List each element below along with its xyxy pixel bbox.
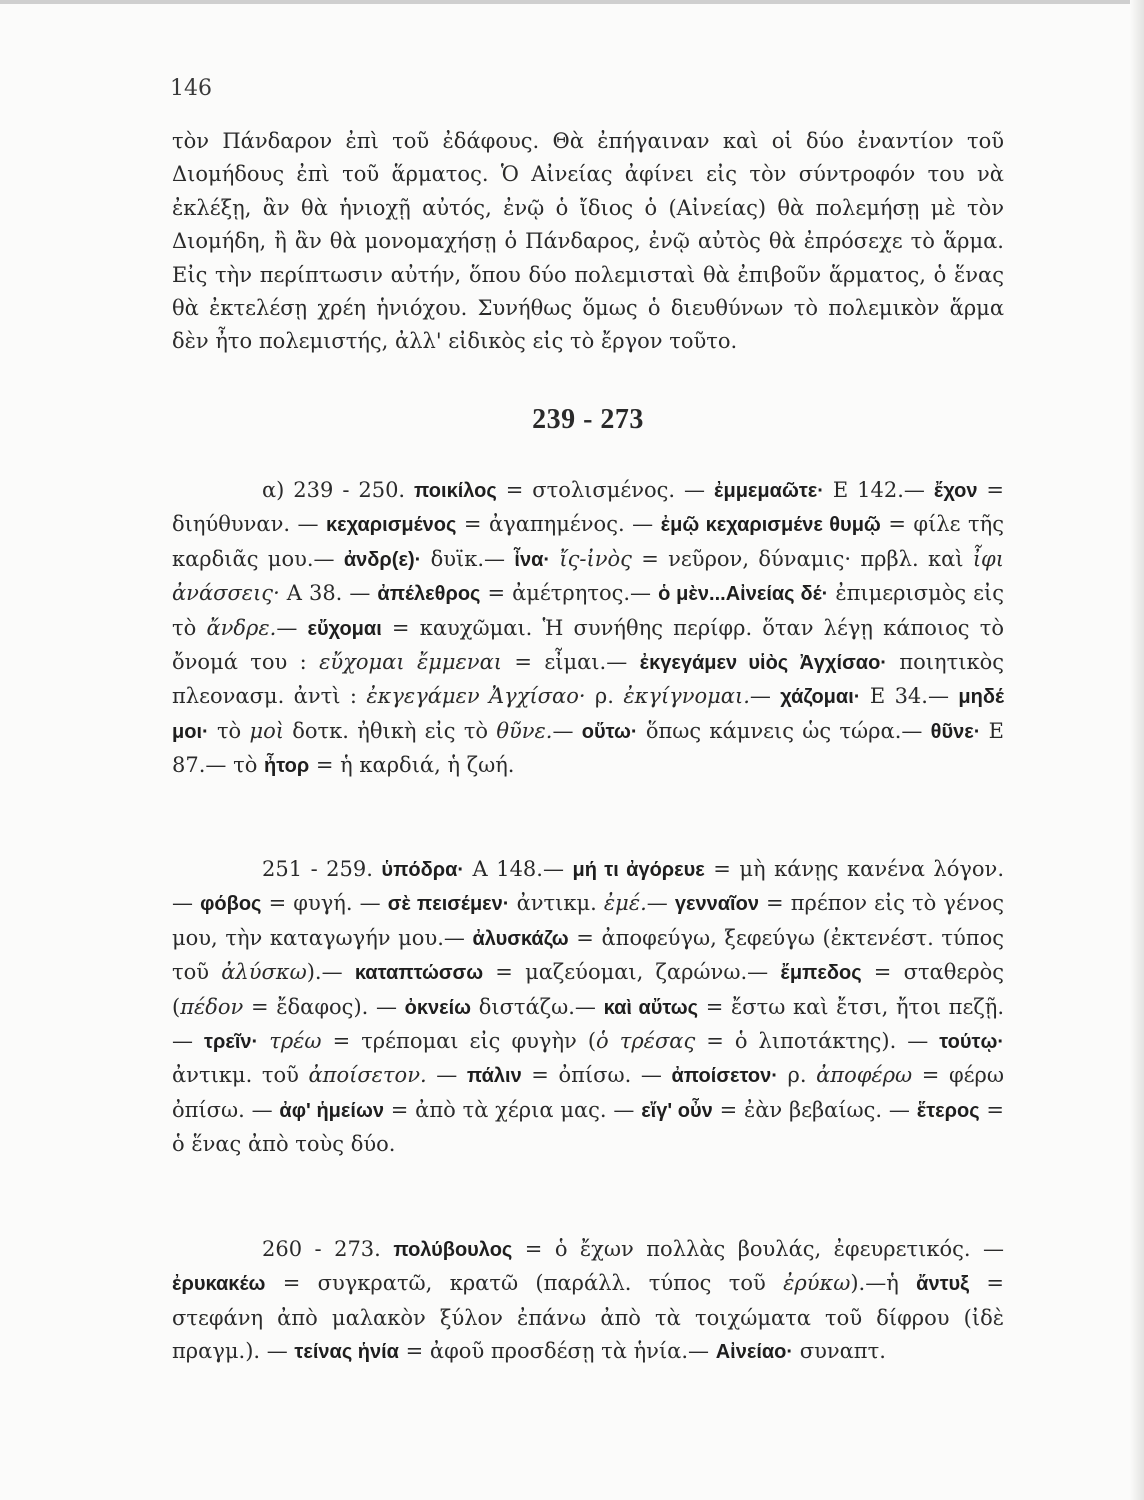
italic-term: ἀποφέρω xyxy=(816,1063,913,1088)
headword: καταπτώσσω xyxy=(354,962,484,985)
italic-term: ἀλύσκω xyxy=(221,960,307,985)
commentary-note: 251 - 259. ὑπόδρα· Α 148.— μή τι ἀγόρευε = μὴ κάνῃς κανένα λόγον. — φόβος = φυγή. — σὲ πεισέμεν· ἀντικμ. ἐμέ.— γενναῖον = πρέπον εἰς τὸ γένος μου, τὴν καταγωγήν μου.— ἀλυσκάζω = ἀποφεύγω, ξεφεύγω (ἐκτενέστ. τύπος τοῦ ἀλύσκω).— καταπτώσσω = μαζεύομαι, ζαρώνω.— ἔμπεδος = σταθερὸς (πέδον = ἔδαφος). — ὀκνείω διστάζω.— καὶ αὔτως = ἔστω καὶ ἔτσι, ἤτοι πεζῇ. — τρεῖν· τρέω = τρέπομαι εἰς φυγὴν (ὁ τρέσας = ὁ λιποτάκτης). — τούτῳ· ἀντικμ. τοῦ ἀποίσετον. — πάλιν = ὀπίσω. — ἀποίσετον· ρ. ἀποφέρω = φέρω ὀπίσω. — ἀφ' ἡμείων = ἀπὸ τὰ χέρια μας. — εἴγ' οὖν = ἐὰν βεβαίως. — ἕτερος = ὁ ἕνας ἀπὸ τοὺς δύο. xyxy=(172,857,1005,1157)
headword: μή τι ἀγόρευε xyxy=(572,859,705,881)
headword: τείνας ἡνία xyxy=(294,1341,399,1364)
italic-term: θῦνε. xyxy=(496,718,553,743)
headword: μηδέ μοι· xyxy=(172,686,1004,743)
italic-term: ἐρύκω xyxy=(783,1271,851,1296)
headword: ἕτερος xyxy=(916,1099,980,1122)
headword: ἐρυκακέω xyxy=(172,1273,266,1296)
headword: θῦνε· xyxy=(930,720,981,743)
headword: ἀποίσετον· xyxy=(671,1065,778,1088)
headword: ἶνα· xyxy=(514,548,551,571)
headword: πολύβουλος xyxy=(393,1239,513,1261)
italic-term: μοὶ xyxy=(249,718,284,743)
headword: χάζομαι· xyxy=(780,686,861,709)
headword: εὔχομαι xyxy=(307,617,382,640)
headword: τούτῳ· xyxy=(939,1031,1005,1054)
page-top-edge xyxy=(0,0,1144,4)
page-number: 146 xyxy=(170,76,212,101)
headword: ποικίλος xyxy=(414,480,497,502)
commentary-note: 260 - 273. πολύβουλος = ὁ ἔχων πολλὰς βουλάς, ἐφευρετικός. — ἐρυκακέω = συγκρατῶ, κρατῶ (παράλλ. τύπος τοῦ ἐρύκω).—ἡ ἄντυξ = στεφάνη ἀπὸ μαλακὸν ξύλον ἐπάνω ἀπὸ τὰ τοιχώματα τοῦ δίφρου (ἰδὲ πραγμ.). — τείνας ἡνία = ἀφοῦ προσδέσῃ τὰ ἡνία.— Αἰνείαο· συναπτ. xyxy=(172,1237,1005,1364)
headword: καὶ αὔτως xyxy=(603,996,699,1019)
headword: ἀφ' ἡμείων xyxy=(279,1099,384,1122)
italic-term: ὁ τρέσας xyxy=(596,1029,696,1054)
headword: ἐμμεμαῶτε· xyxy=(713,480,824,502)
headword: ἐμῷ κεχαρισμένε θυμῷ xyxy=(660,514,881,537)
headword: ἀλυσκάζω xyxy=(472,927,569,950)
commentary-note: α) 239 - 250. ποικίλος = στολισμένος. — ἐμμεμαῶτε· Ε 142.— ἔχον = διηύθυναν. — κεχαρισμένος = ἀγαπημένος. — ἐμῷ κεχαρισμένε θυμῷ = φίλε τῆς καρδιᾶς μου.— ἀνδρ(ε)· δυϊκ.— ἶνα· ἴς-ἰνὸς = νεῦρον, δύναμις· πρβλ. καὶ ἶφι ἀνάσσεις· Α 38. — ἀπέλεθρος = ἀμέτρητος.— ὁ μὲν...Αἰνείας δέ· ἐπιμερισμὸς εἰς τὸ ἄνδρε.— εὔχομαι = καυχῶμαι. Ἡ συνήθης περίφρ. ὅταν λέγῃ κάποιος τὸ ὄνομά του : εὔχομαι ἔμμεναι = εἶμαι.— ἐκγεγάμεν υἱὸς Ἀγχίσαο· ποιητικὸς πλεονασμ. ἀντὶ : ἐκγεγάμεν Ἀγχίσαο· ρ. ἐκγίγνομαι.— χάζομαι· Ε 34.— μηδέ μοι· τὸ μοὶ δοτκ. ἠθικὴ εἰς τὸ θῦνε.— οὕτω· ὅπως κάμνεις ὡς τώρα.— θῦνε· Ε 87.— τὸ ἦτορ = ἡ καρδιά, ἡ ζωή. xyxy=(172,478,1005,778)
italic-term: ἄνδρε. xyxy=(206,615,277,640)
italic-term: τρέω xyxy=(269,1029,322,1054)
headword: εἴγ' οὖν xyxy=(641,1099,713,1122)
headword: ὀκνείω xyxy=(404,996,472,1019)
intro-paragraph: τὸν Πάνδαρον ἐπὶ τοῦ ἐδάφους. Θὰ ἐπήγαιναν καὶ οἱ δύο ἐναντίον τοῦ Διομήδους ἐπὶ τοῦ ἅρματος. Ὁ Αἰνείας ἀφίνει εἰς τὸν σύντροφόν του νὰ ἐκλέξῃ, ἂν θὰ ἡνιοχῇ αὐτός, ἐνῷ ὁ ἴδιος ὁ (Αἰνείας) θὰ πολεμήσῃ μὲ τὸν Διομήδη, ἢ ἂν θὰ μονομαχήσῃ ὁ Πάνδαρος, ἐνῷ αὐτὸς θὰ ἐπρόσεχε τὸ ἅρμα. Εἰς τὴν περίπτωσιν αὐτήν, ὅπου δύο πολεμισταὶ θὰ ἐπιβοῦν ἅρματος, ὁ ἕνας θὰ ἐκτελέσῃ χρέη ἡνιόχου. Συνήθως ὅμως ὁ διευθύνων τὸ πολεμικὸν ἅρμα δὲν ἦτο πολεμιστής, ἀλλ' εἰδικὸς εἰς τὸ ἔργον τοῦτο. xyxy=(172,129,1004,354)
headword: ἔχον xyxy=(933,480,978,502)
headword: τρεῖν· xyxy=(204,1031,259,1054)
headword: κεχαρισμένος xyxy=(326,514,457,537)
italic-term: εὔχομαι ἔμμεναι xyxy=(319,650,502,675)
italic-term: ἀποίσετον. xyxy=(308,1063,427,1088)
italic-term: ἶφι ἀνάσσεις· xyxy=(172,546,1004,606)
headword: Αἰνείαο· xyxy=(715,1341,794,1364)
italic-term: πέδον xyxy=(180,994,244,1019)
headword: ἐκγεγάμεν υἱὸς Ἀγχίσαο· xyxy=(639,652,887,675)
headword: σὲ πεισέμεν· xyxy=(387,893,510,916)
headword: ἀπέλεθρος xyxy=(377,583,481,606)
headword: ἄντυξ xyxy=(916,1273,970,1296)
page-right-edge xyxy=(1130,0,1144,1500)
headword: ἔμπεδος xyxy=(780,962,862,985)
italic-term: ἐκγεγάμεν Ἀγχίσαο· xyxy=(366,684,586,709)
headword: οὕτω· xyxy=(581,720,638,743)
headword: ἀνδρ(ε)· xyxy=(343,548,422,571)
italic-term: ἴς-ἰνὸς xyxy=(559,546,632,571)
headword: πάλιν xyxy=(466,1065,522,1088)
italic-term: ἐμέ. xyxy=(603,891,647,916)
headword: ἦτορ xyxy=(264,755,310,778)
headword: ὁ μὲν...Αἰνείας δέ· xyxy=(658,583,829,606)
headword: γενναῖον xyxy=(674,893,759,916)
section-heading: 239 - 273 xyxy=(532,404,644,435)
headword: φόβος xyxy=(200,893,262,916)
italic-term: ἐκγίγνομαι. xyxy=(623,684,750,709)
headword: ὑπόδρα· xyxy=(381,859,465,881)
